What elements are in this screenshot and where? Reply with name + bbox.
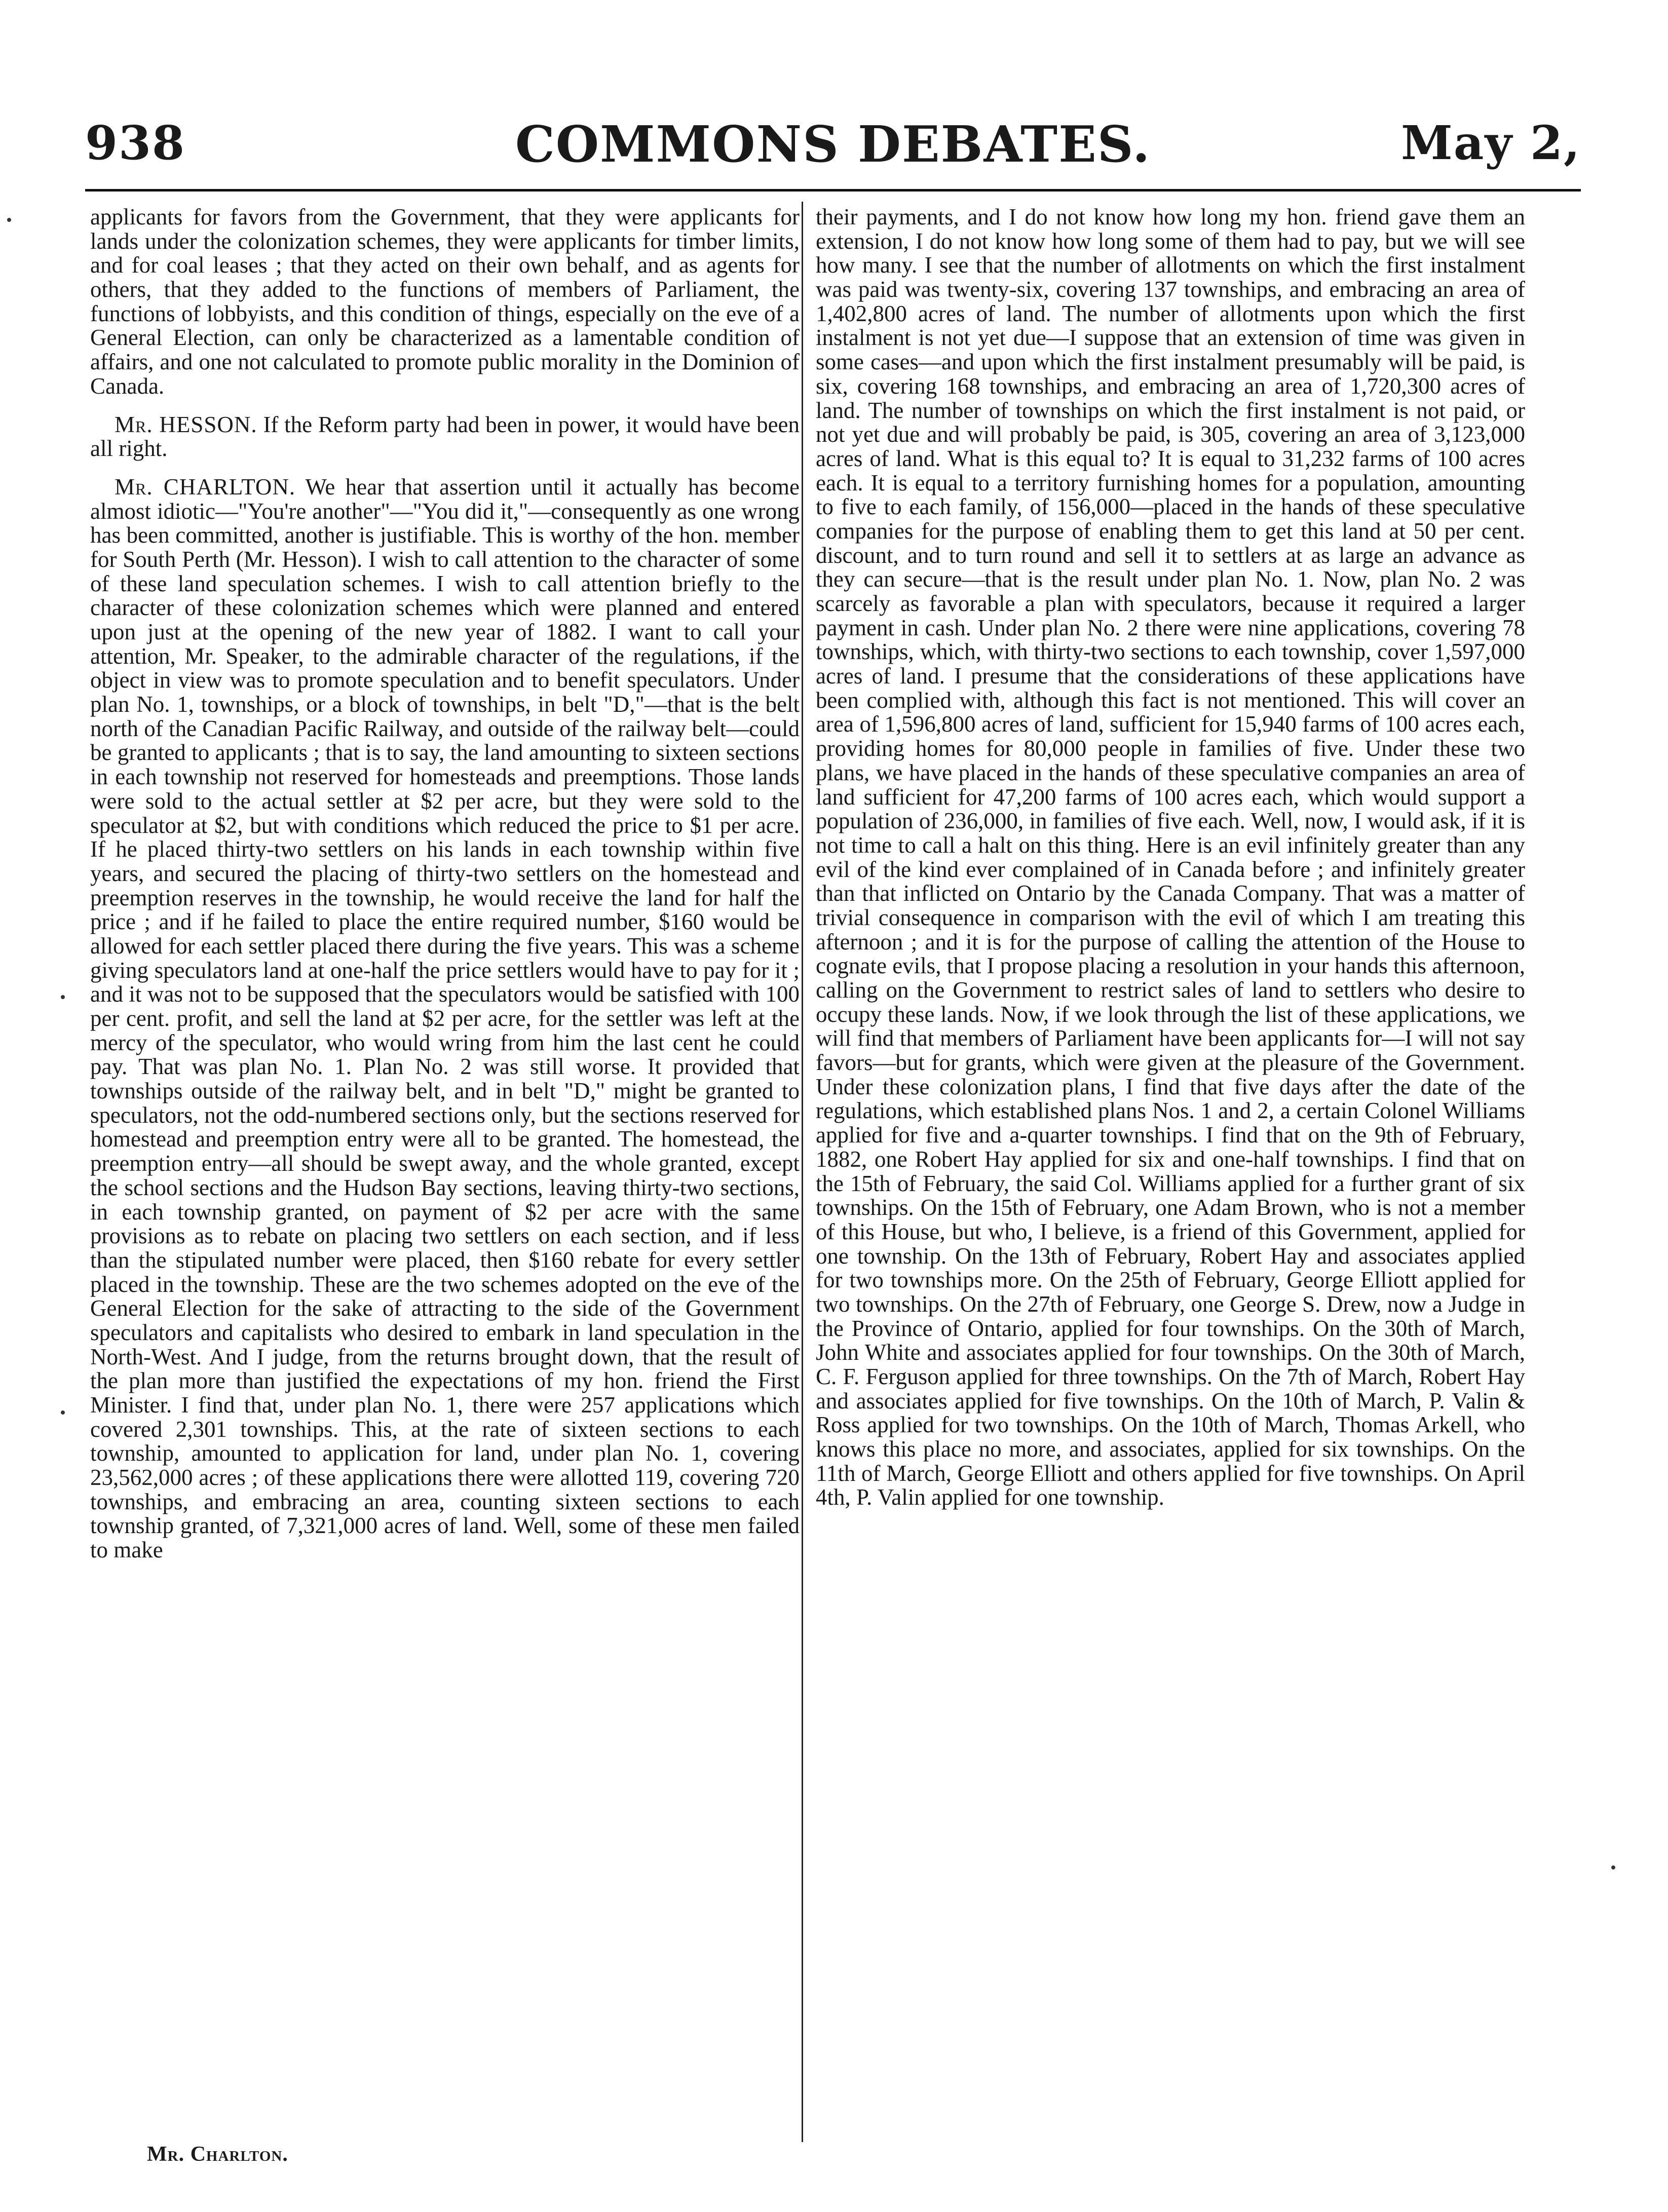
speaker-name: Mr. HESSON. [115,411,257,437]
column-divider [802,202,803,2142]
right-column [816,205,1525,1524]
speaker-name: Mr. CHARLTON. [115,474,296,500]
footer-speaker: Mr. Charlton. [147,2143,288,2166]
journal-title: COMMONS DEBATES. [515,116,1151,174]
margin-mark [7,218,11,222]
paragraph: applicants for favors from the Government, that they were applicants for lands under the colonization schemes, they were applicants for timber limits, and for coal leases ; that they acted on their own behalf, and as agents for others, that they added to the functions of members of Parliament, the functions of lobbyists, and this condition of things, especially on the eve of a General Election, can only be characterized as a lamentable condition of affairs, and one not calculated to promote public morality in the Dominion of Canada. [90,204,800,399]
page-header [85,116,1581,181]
paragraph: their payments, and I do not know how long my hon. friend gave them an extension, I do not know how long some of them had to pay, but we will see how many. I see that the number of allotments on which the first instalment was paid was twenty-six, covering 137 townships, and embracing an area of 1,402,800 acres of land. The number of allotments upon which the first instalment is not yet due—I suppose that an extension of time was given in some cases—and upon which the first instalment presumably will be paid, is six, covering 168 townships, and embracing an area of 1,720,300 acres of land. The number of townships on which the first instalment is not paid, or not yet due and will probably be paid, is 305, covering an area of 3,123,000 acres of land. What is this equal to? It is equal to 31,232 farms of 100 acres each. It is equal to a territory furnishing homes for a population, amounting to five to each family, of 156,000—placed in the hands of these speculative companies for the purpose of enabling them to get this land at 50 per cent. discount, and to turn round and sell it to settlers at as large an advance as they can secure—that is the result under plan No. 1. Now, plan No. 2 was scarcely as favorable a plan with speculators, because it required a larger payment in cash. Under plan No. 2 there were nine applications, covering 78 townships, which, with thirty-two sections to each township, cover 1,597,000 acres of land. I presume that the considerations of these applications have been complied with, although this fact is not mentioned. This will cover an area of 1,596,800 acres of land, sufficient for 15,940 farms of 100 acres each, providing homes for 80,000 people in families of five. Under these two plans, we have placed in the hands of these speculative companies an area of land sufficient for 47,200 farms of 100 acres each, which would support a population of 236,000, in families of five each. Well, now, I would ask, if it is not time to call a halt on this thing. Here is an evil infinitely greater than any evil of the kind ever complained of in Canada before ; and infinitely greater than that inflicted on Ontario by the Canada Company. That was a matter of trivial consequence in comparison with the evil of which I am treating this afternoon ; and it is for the purpose of calling the attention of the House to cognate evils, that I propose placing a resolution in your hands this afternoon, calling on the Government to restrict sales of land to settlers who desire to occupy these lands. Now, if we look through the list of these applications, we will find that members of Parliament have been applicants for—I will not say favors—but for grants, which were given at the pleasure of the Government. Under these colonization plans, I find that five days after the date of the regulations, which established plans Nos. 1 and 2, a certain Colonel Williams applied for five and a-quarter townships. I find that on the 9th of February, 1882, one Robert Hay applied for six and one-half townships. I find that on the 15th of February, the said Col. Williams applied for a further grant of six townships. On the 15th of February, one Adam Brown, who is not a member of this House, but who, I believe, is a friend of this Government, applied for one township. On the 13th of February, Robert Hay and associates applied for two townships more. On the 25th of February, George Elliott applied for two townships. On the 27th of February, one George S. Drew, now a Judge in the Province of Ontario, applied for four townships. On the 30th of March, John White and associates applied for four townships. On the 30th of March, C. F. Ferguson applied for three townships. On the 7th of March, Robert Hay and associates applied for five townships. On the 10th of March, P. Valin & Ross applied for two townships. On the 10th of March, Thomas Arkell, who knows this place no more, and associates, applied for six townships. On the 11th of March, George Elliott and others applied for five townships. On April 4th, P. Valin applied for one township. [816,204,1525,1510]
speech-text: We hear that assertion until it actually has become almost idiotic—"You're another"—"You did it,"—consequently as one wrong has been committed, another is justifiable. This is worthy of the hon. member for South Perth (Mr. Hesson). I wish to call attention to the character of some of these land speculation schemes. I wish to call attention briefly to the character of these colonization schemes which were planned and entered upon just at the opening of the new year of 1882. I want to call your attention, Mr. Speaker, to the admirable character of the regulations, if the object in view was to promote speculation and to benefit speculators. Under plan No. 1, townships, or a block of townships, in belt "D,"—that is the belt north of the Canadian Pacific Railway, and outside of the railway belt—could be granted to applicants ; that is to say, the land amounting to sixteen sections in each township not reserved for homesteads and preemptions. Those lands were sold to the actual settler at $2 per acre, but they were sold to the speculator at $2, but with conditions which reduced the price to $1 per acre. If he placed thirty-two settlers on his lands in each township within five years, and secured the placing of thirty-two settlers on the homestead and preemption reserves in the township, he would receive the land for half the price ; and if he failed to place the entire required number, $160 would be allowed for each settler placed there during the five years. This was a scheme giving speculators land at one-half the price settlers would have to pay for it ; and it was not to be supposed that the speculators would be satisfied with 100 per cent. profit, and sell the land at $2 per acre, for the settler was left at the mercy of the speculator, who would wring from him the last cent he could pay. That was plan No. 1. Plan No. 2 was still worse. It provided that townships outside of the railway belt, and in belt "D," might be granted to speculators, not the odd-numbered sections only, but the sections reserved for homestead and preemption entry were all to be granted. The homestead, the preemption entry—all should be swept away, and the whole granted, except the school sections and the Hudson Bay sections, leaving thirty-two sections, in each township granted, on payment of $2 per acre with the same provisions as to rebate on placing two settlers on each section, and if less than the stipulated number were placed, then $160 rebate for every settler placed in the township. These are the two schemes adopted on the eve of the General Election for the sake of attracting to the side of the Government speculators and capitalists who desired to embark in land speculation in the North-West. And I judge, from the returns brought down, that the result of the plan more than justified the expectations of my hon. friend the First Minister. I find that, under plan No. 1, there were 257 applications which covered 2,301 townships. This, at the rate of sixteen sections to each township, amounted to application for land, under plan No. 1, covering 23,562,000 acres ; of these applications there were allotted 119, covering 720 townships, and embracing an area, counting sixteen sections to each township granted, of 7,321,000 acres of land. Well, some of these men failed to make [90,474,800,1563]
paragraph [90,413,800,461]
header-rule [85,189,1581,192]
page-date: May 2, [1401,116,1581,170]
left-column [90,205,800,1577]
margin-mark [61,995,65,999]
margin-mark [61,1410,65,1415]
page-number: 938 [85,116,186,170]
paragraph [90,475,800,1562]
speech-text: If the Reform party had been in power, it would have been all right. [90,411,800,462]
margin-mark [1611,1865,1615,1870]
